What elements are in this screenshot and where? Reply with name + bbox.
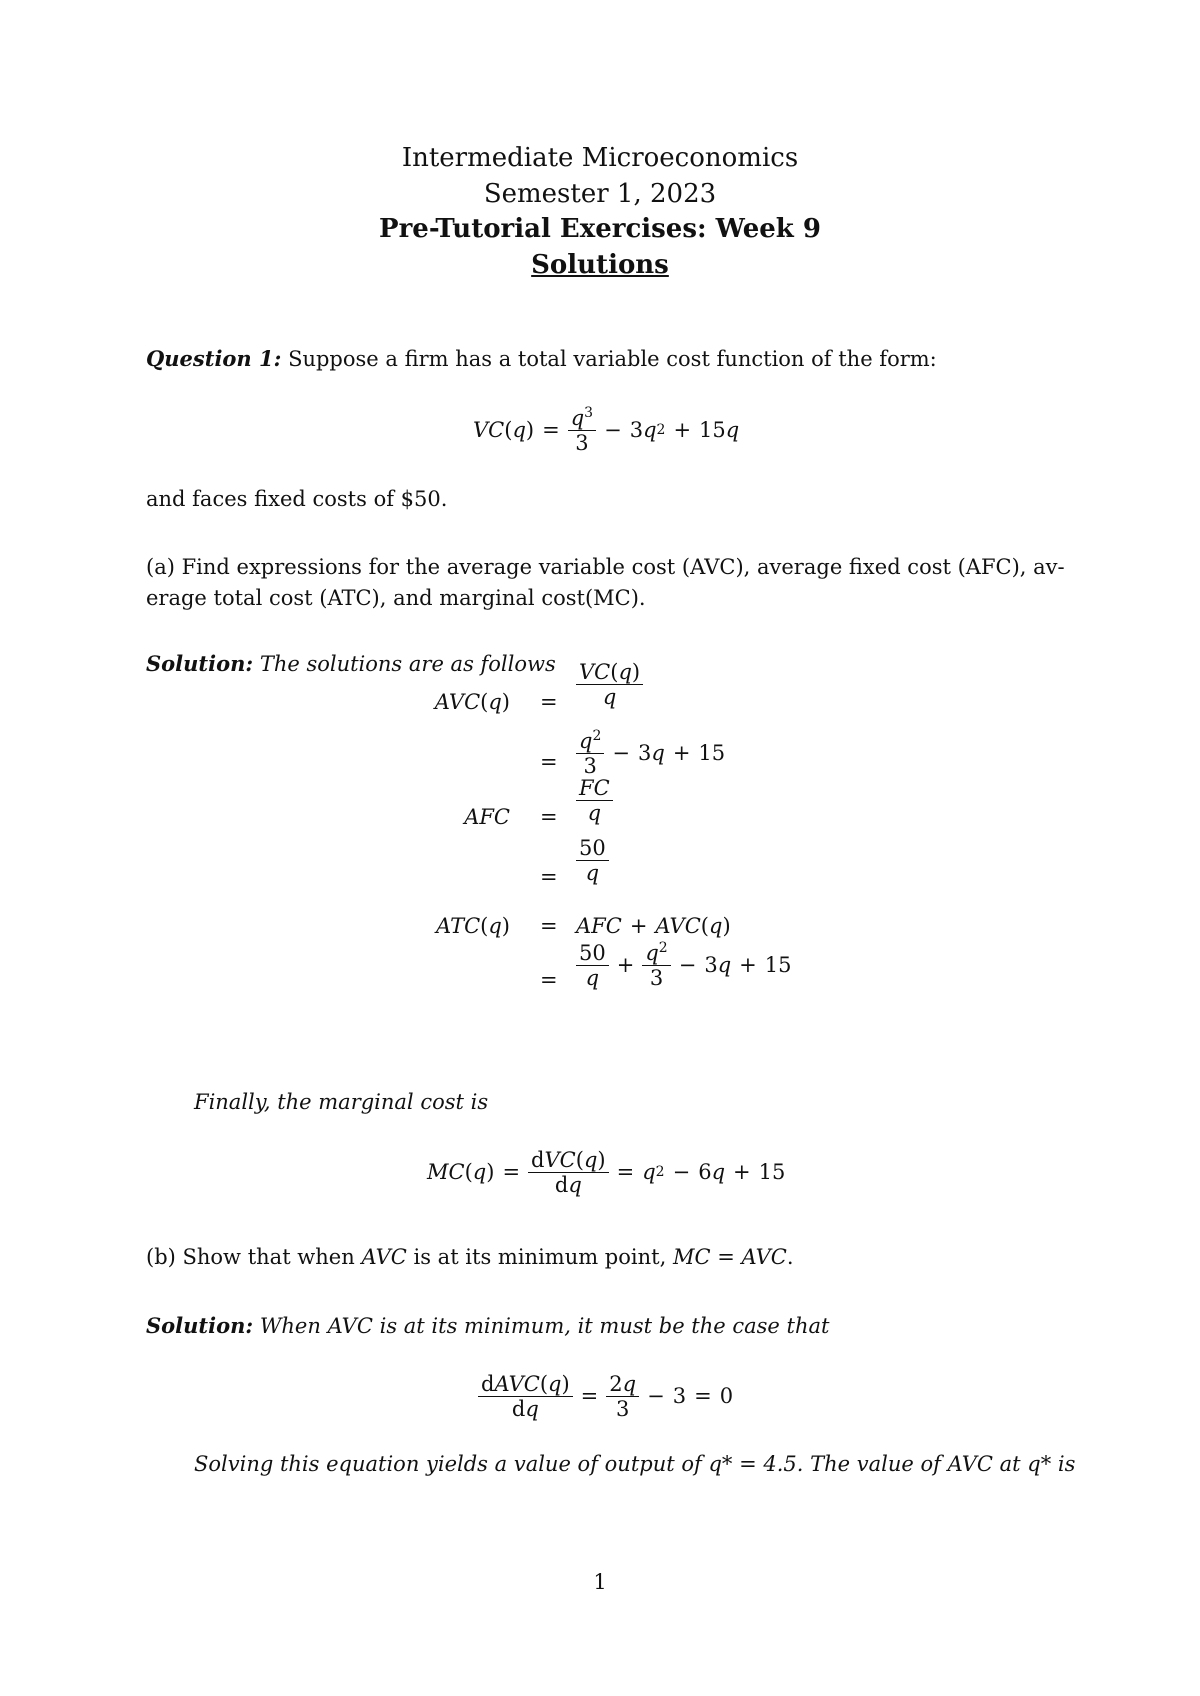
solving-text: Solving this equation yields a value of output of q* = 4.5. The value of AVC at q* is (194, 1452, 1076, 1476)
mc-equation: MC ( q ) = $\frac{\text{dVC(q)}}{dq}$ = q 2 − 6 q + 15 (427, 1148, 786, 1198)
vc-equation: VC ( q ) = $\frac{q^3}{3}$ − 3 q 2 + 15 q (473, 405, 740, 456)
part-a-line-1: (a) Find expressions for the average variable cost (AVC), average fixed cost (AFC), av- (146, 555, 1065, 579)
question-1-body: Suppose a firm has a total variable cost function of the form: (288, 347, 937, 371)
fixed-costs-text: and faces fixed costs of $50. (146, 487, 448, 511)
question-1-label: Question 1: (146, 346, 282, 371)
davc-equation: $\frac{\text{dAVC(q)}}{dq}$ = $\frac{2q}{3}$ − 3 = 0 (478, 1372, 733, 1421)
course-title: Intermediate Microeconomics (401, 143, 799, 173)
document-page: Intermediate Microeconomics Semester 1, 2023 Pre-Tutorial Exercises: Week 9 Solutions Question 1: Suppose a firm has a total variable cost function of the form: VC ( q ) = $\frac{q^3}{3}$ − 3 q 2 + 15 q and faces fixed costs of $50. (a) Find expressions for the average variable cost (AVC), average fixed cost (AFC), av- erage total cost (ATC), and marginal cost(MC). Solution: The solutions are as follows AVC(q) = $\frac{VC(q)}{q}$ = $\frac{q^2}{3}$ − 3 q + 15 AFC = $\frac{FC}{q}$ = $\frac{50}{q}$ ATC(q) = AFC + AVC ( q ) = $\frac{50}{q}$ + $\frac{q^2}{3}$ − 3 q + 15 Finally, the marginal cost is MC ( q ) = $\frac{\text{dVC(q)}}{dq}$ = q 2 − 6 q + 15 (b) Show that when AVC is at its minimum point, MC = AVC. Solution: When AVC is at its minimum, it must be the case that $\frac{\text{dAVC(q)}}{dq}$ = $\frac{2q}{3}$ − 3 = 0 Solving this equation yields a value of output of q* = 4.5. The value of AVC at q* is 1 (0, 0, 1200, 1696)
solution-a-label: Solution: (146, 651, 254, 676)
page-number: 1 (593, 1570, 607, 1594)
question-1-text (146, 345, 1066, 373)
marginal-cost-intro: Finally, the marginal cost is (194, 1090, 489, 1114)
part-a-line-2: erage total cost (ATC), and marginal cost(MC). (146, 586, 646, 610)
solution-a-text: The solutions are as follows (259, 652, 556, 676)
solutions-heading: Solutions (531, 250, 669, 280)
solution-b-label: Solution: (146, 1313, 254, 1338)
part-b-text: (b) Show that when AVC is at its minimum point, MC = AVC. (146, 1245, 794, 1269)
semester-line: Semester 1, 2023 (483, 179, 717, 209)
exercise-title: Pre-Tutorial Exercises: Week 9 (379, 214, 821, 244)
solution-b-intro: Solution: When AVC is at its minimum, it must be the case that (146, 1313, 830, 1338)
